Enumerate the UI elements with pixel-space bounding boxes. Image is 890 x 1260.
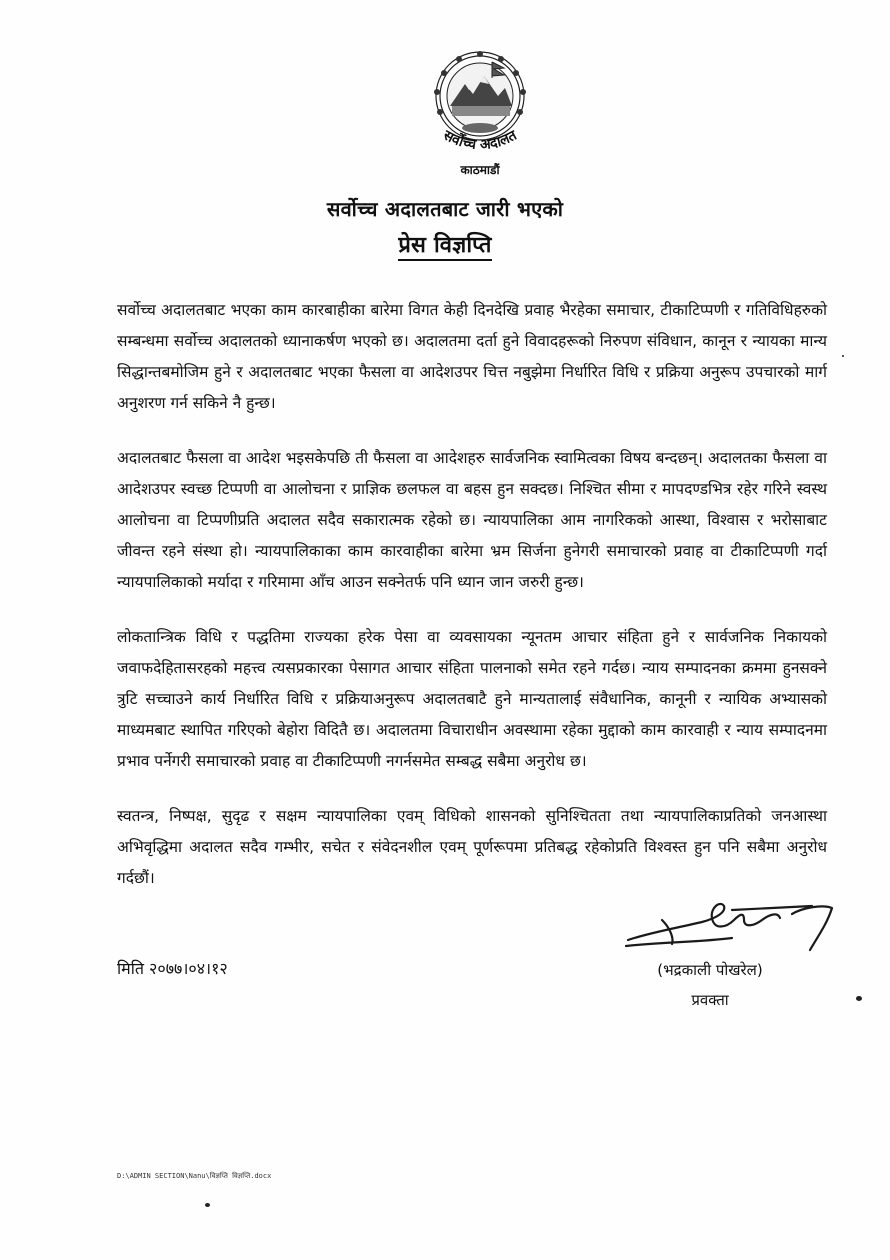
footer-file-path: D:\ADMIN SECTION\Nanu\विज्ञप्ति विज्ञप्ति.docx	[117, 1172, 272, 1180]
emblem-place-text: काठमाडौं	[460, 163, 500, 177]
handwritten-signature	[622, 898, 847, 968]
supreme-court-emblem	[410, 48, 550, 178]
signer-name: (भद्रकाली पोखरेल)	[657, 961, 763, 979]
paragraph: लोकतान्त्रिक विधि र पद्धतिमा राज्यका हरेक पेसा वा व्यवसायका न्यूनतम आचार संहिता हुने र सार्वजनिक निकायको जवाफदेहितासरहको महत्त्व त्यसप्रकारका पेसागत आचार संहिता पालनाको समेत रहने गर्दछ। न्याय सम्पादनका क्रममा हुनसक्ने त्रुटि सच्चाउने कार्य निर्धारित विधि र प्रक्रियाअनुरूप अदालतबाटै हुने मान्यतालाई संवैधानिक, कानूनी र न्यायिक अभ्यासको माध्यमबाट स्थापित गरिएको बेहोरा विदितै छ। अदालतमा विचाराधीन अवस्थामा रहेका मुद्दाको काम कारवाही र न्याय सम्पादनमा प्रभाव पर्नेगरी समाचारको प्रवाह वा टीकाटिप्पणी नगर्नसमेत सम्बद्ध सबैमा अनुरोध छ।	[117, 628, 827, 770]
scan-speck	[856, 996, 862, 1001]
emblem-seal-icon	[410, 48, 550, 178]
paragraph: स्वतन्त्र, निष्पक्ष, सुदृढ र सक्षम न्यायपालिका एवम् विधिको शासनको सुनिश्चितता तथा न्यायपालिकाप्रतिको जनआस्था अभिवृद्धिमा अदालत सदैव गम्भीर, सचेत र संवेदनशील एवम् पूर्णरूपमा प्रतिबद्ध रहेकोप्रति विश्वस्त हुन पनि सबैमा अनुरोध गर्दछौं।	[117, 807, 827, 887]
scan-speck	[842, 355, 844, 357]
paragraph: सर्वोच्च अदालतबाट भएका काम कारबाहीका बारेमा विगत केही दिनदेखि प्रवाह भैरहेका समाचार, टीकाटिप्पणी र गतिविधिहरुको सम्बन्धमा सर्वोच्च अदालतको ध्यानाकर्षण भएको छ। अदालतमा दर्ता हुने विवादहरूको निरुपण संविधान, कानून र न्यायका मान्य सिद्धान्तबमोजिम हुने र अदालतबाट भएका फैसला वा आदेशउपर चित्त नबुझेमा निर्धारित विधि र प्रक्रिया अनुरूप उपचारको मार्ग अनुशरण गर्न सकिने नै हुन्छ।	[117, 301, 827, 412]
signature-icon	[622, 898, 847, 968]
paragraph: अदालतबाट फैसला वा आदेश भइसकेपछि ती फैसला वा आदेशहरु सार्वजनिक स्वामित्वका विषय बन्दछन्। अदालतका फैसला वा आदेशउपर स्वच्छ टिप्पणी वा आलोचना र प्राज्ञिक छलफल वा बहस हुन सक्दछ। निश्चित सीमा र मापदण्डभित्र रहेर गरिने स्वस्थ आलोचना वा टिप्पणीप्रति अदालत सदैव सकारात्मक रहेको छ। न्यायपालिका आम नागरिकको आस्था, विश्वास र भरोसाबाट जीवन्त रहने संस्था हो। न्यायपालिकाका काम कारवाहीका बारेमा भ्रम सिर्जना हुनेगरी समाचारको प्रवाह वा टीकाटिप्पणी गर्दा न्यायपालिकाको मर्यादा र गरिमामा आँच आउन सक्नेतर्फ पनि ध्यान जान जरुरी हुन्छ।	[117, 449, 827, 591]
release-body	[117, 295, 827, 918]
signer-role: प्रवक्ता	[691, 991, 729, 1009]
release-date: मिति २०७७।०४।१२	[117, 959, 228, 978]
scan-speck	[205, 1203, 210, 1207]
release-subtitle: प्रेस विज्ञप्ति	[398, 233, 491, 261]
release-title: सर्वोच्च अदालतबाट जारी भएको	[326, 197, 564, 221]
release-subtitle-wrap	[0, 229, 890, 259]
emblem-arc-text: सर्वोच्च अदालत	[440, 127, 520, 154]
